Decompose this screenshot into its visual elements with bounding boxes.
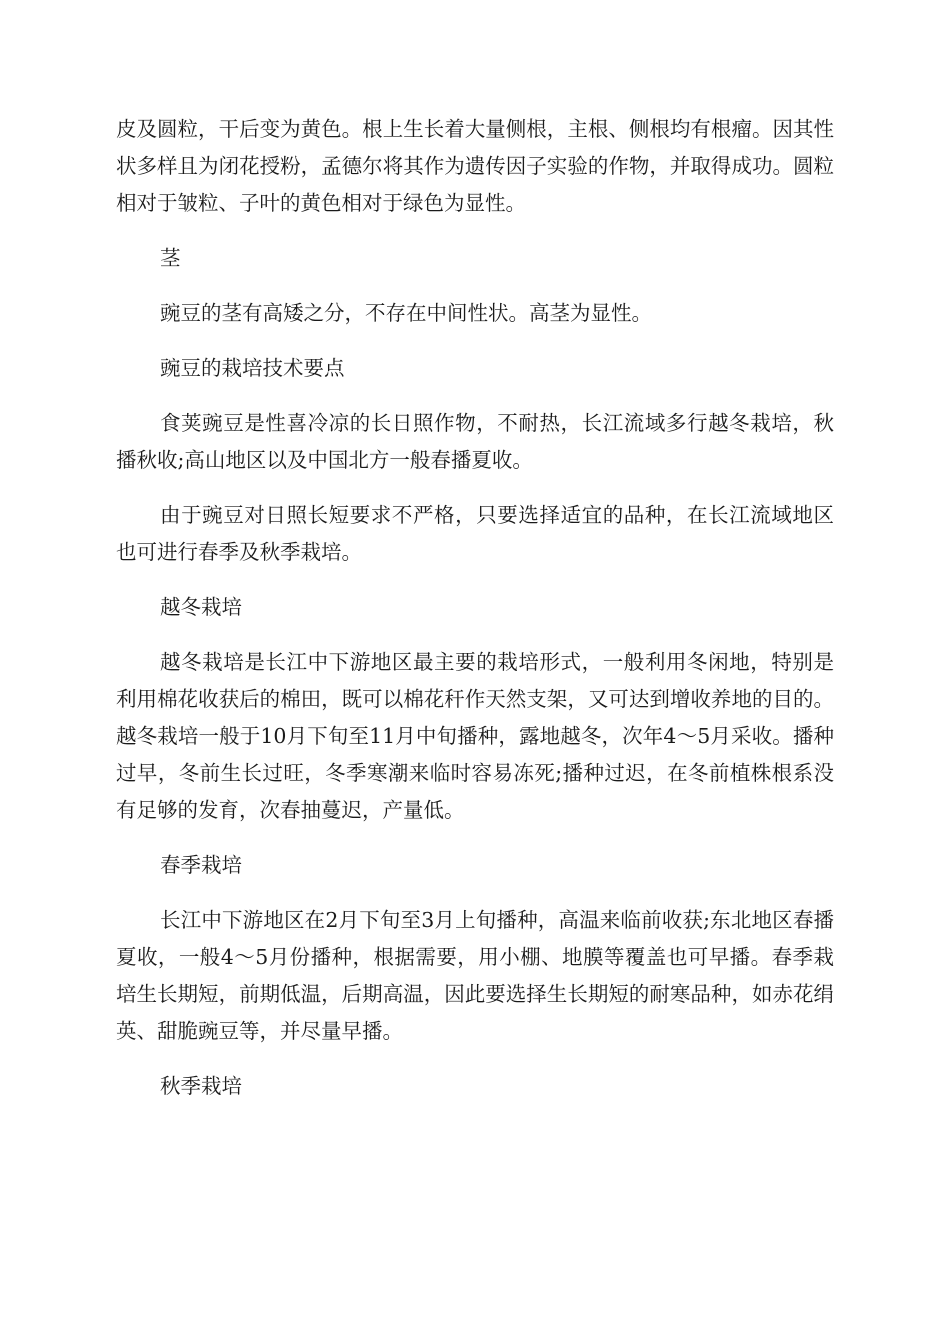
document-page bbox=[116, 111, 834, 1123]
heading-spring: 春季栽培 bbox=[160, 853, 242, 877]
paragraph-overwinter: 越冬栽培是长江中下游地区最主要的栽培形式，一般利用冬闲地，特别是利用棉花收获后的棉田，既可以棉花秆作天然支架，又可达到增收养地的目的。越冬栽培一般于10月下旬至11月中旬播种，露地越冬，次年4～5月采收。播种过早，冬前生长过旺，冬季寒潮来临时容易冻死;播种过迟，在冬前植株根系没有足够的发育，次春抽蔓迟，产量低。 bbox=[116, 650, 834, 822]
paragraph-photoperiod: 由于豌豆对日照长短要求不严格，只要选择适宜的品种，在长江流域地区也可进行春季及秋季栽培。 bbox=[116, 503, 834, 564]
paragraph-cultivation-intro: 食荚豌豆是性喜冷凉的长日照作物，不耐热，长江流域多行越冬栽培，秋播秋收;高山地区以及中国北方一般春播夏收。 bbox=[116, 411, 834, 472]
heading-autumn: 秋季栽培 bbox=[160, 1074, 242, 1098]
paragraph-spring: 长江中下游地区在2月下旬至3月上旬播种，高温来临前收获;东北地区春播夏收，一般4～5月份播种，根据需要，用小棚、地膜等覆盖也可早播。春季栽培生长期短，前期低温，后期高温，因此要选择生长期短的耐寒品种，如赤花绢英、甜脆豌豆等，并尽量早播。 bbox=[116, 908, 834, 1043]
heading-stem: 茎 bbox=[160, 246, 181, 270]
heading-overwinter: 越冬栽培 bbox=[160, 595, 242, 619]
paragraph-pea-traits: 皮及圆粒，干后变为黄色。根上生长着大量侧根，主根、侧根均有根瘤。因其性状多样且为闭花授粉，孟德尔将其作为遗传因子实验的作物，并取得成功。圆粒相对于皱粒、子叶的黄色相对于绿色为显性。 bbox=[116, 117, 834, 215]
paragraph-stem: 豌豆的茎有高矮之分，不存在中间性状。高茎为显性。 bbox=[160, 301, 652, 325]
heading-cultivation-points: 豌豆的栽培技术要点 bbox=[160, 356, 345, 380]
